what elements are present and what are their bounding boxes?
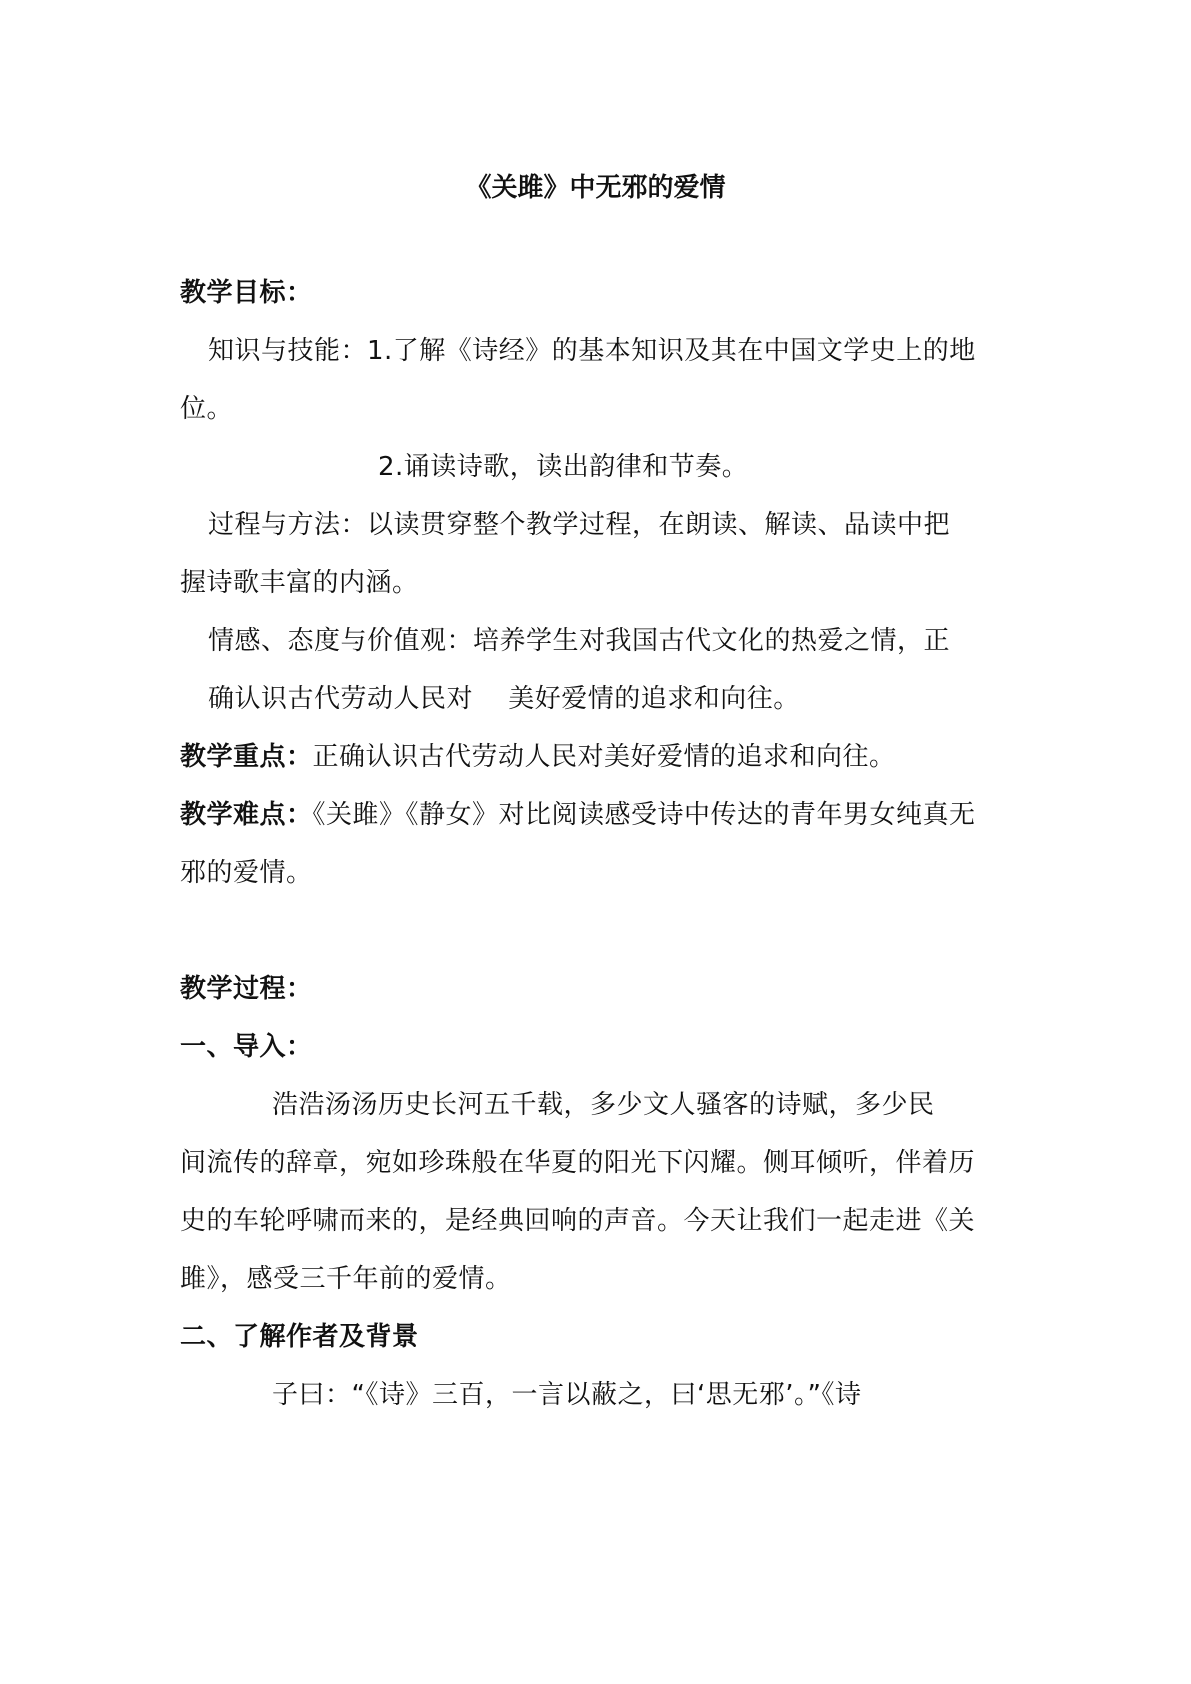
key-point-text: 正确认识古代劳动人民对美好爱情的追求和向往。 xyxy=(312,742,896,772)
section1-paragraph-line-1: 浩浩汤汤历史长河五千载，多少文人骚客的诗赋，多少民 xyxy=(272,1090,935,1120)
emotion-line-1: 情感、态度与价值观：培养学生对我国古代文化的热爱之情，正 xyxy=(208,626,951,656)
key-point-label: 教学重点： xyxy=(180,742,313,772)
difficulty-line-2: 邪的爱情。 xyxy=(180,858,313,888)
section1-paragraph-line-4: 雎》，感受三千年前的爱情。 xyxy=(180,1264,512,1294)
knowledge-line-2: 位。 xyxy=(180,394,234,424)
difficulty-line-1 xyxy=(180,797,1015,833)
process-method-line-2: 握诗歌丰富的内涵。 xyxy=(180,568,419,598)
section1-paragraph-line-2: 间流传的辞章，宛如珍珠般在华夏的阳光下闪耀。侧耳倾听，伴着历 xyxy=(180,1148,976,1178)
section2-paragraph-line-1: 子曰：“《诗》三百，一言以蔽之，曰‘思无邪’。”《诗 xyxy=(272,1380,862,1410)
section1-heading: 一、导入： xyxy=(180,1032,313,1062)
section1-paragraph-line-3: 史的车轮呼啸而来的，是经典回响的声音。今天让我们一起走进《关 xyxy=(180,1206,976,1236)
document-title: 《关雎》中无邪的爱情 xyxy=(465,173,726,203)
section2-heading: 二、了解作者及背景 xyxy=(180,1322,419,1352)
knowledge-line-1: 知识与技能：1.了解《诗经》的基本知识及其在中国文学史上的地 xyxy=(208,336,976,366)
emotion-line-2: 确认识古代劳动人民对 美好爱情的追求和向往。 xyxy=(208,684,800,714)
difficulty-label: 教学难点： xyxy=(180,800,313,830)
objectives-heading: 教学目标： xyxy=(180,278,313,308)
difficulty-text: 《关雎》《静女》对比阅读感受诗中传达的青年男女纯真无 xyxy=(312,800,976,830)
knowledge-item-2: 2.诵读诗歌，读出韵律和节奏。 xyxy=(378,452,749,482)
process-heading: 教学过程： xyxy=(180,974,313,1004)
key-point xyxy=(180,739,1015,775)
process-method-line-1: 过程与方法：以读贯穿整个教学过程，在朗读、解读、品读中把 xyxy=(208,510,951,540)
